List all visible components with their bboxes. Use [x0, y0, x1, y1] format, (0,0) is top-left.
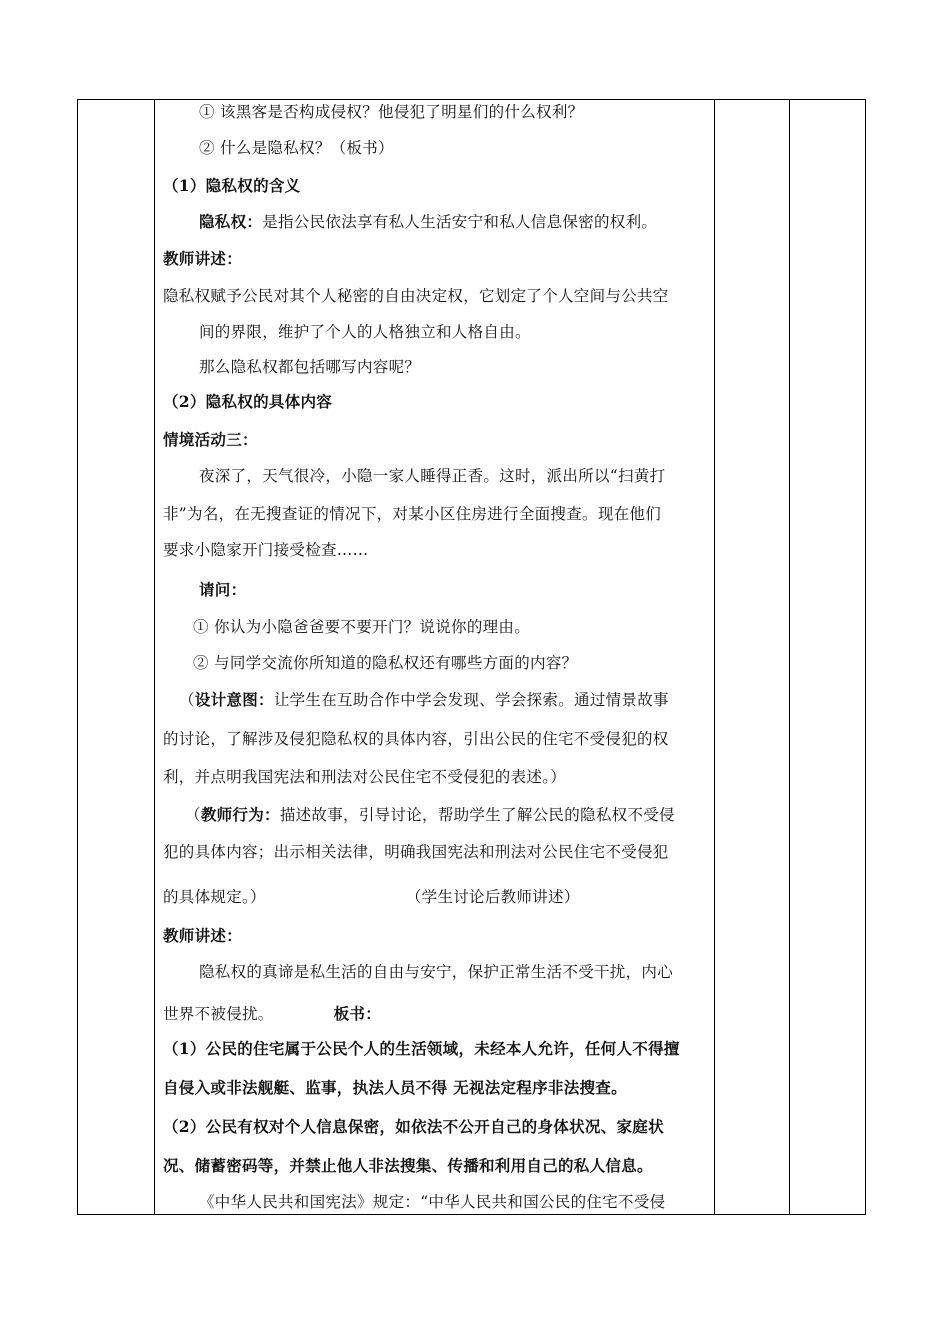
discussion-note: （学生讨论后教师讲述）: [405, 888, 580, 906]
board-point: 自侵入或非法舰艇、监事，执法人员不得 无视法定程序非法搜查。: [163, 1078, 627, 1097]
definition-line: [155, 212, 835, 232]
paragraph-line: 的讨论，了解涉及侵犯隐私权的具体内容，引出公民的住宅不受侵犯的权: [163, 730, 669, 748]
board-point: （1）公民的住宅属于公民个人的生活领域，未经本人允许，任何人不得擅: [163, 1039, 680, 1058]
law-quote-line: 《中华人民共和国宪法》规定：“中华人民共和国公民的住宅不受侵: [199, 1193, 666, 1211]
section-heading: （1）隐私权的含义: [163, 176, 301, 195]
section-heading: （2）隐私权的具体内容: [163, 392, 333, 411]
question-heading: 请问：: [199, 580, 247, 599]
teacher-action-label: 教师行为：: [200, 805, 280, 824]
teacher-action-line: （教师行为：描述故事，引导讨论，帮助学生了解公民的隐私权不受侵: [185, 805, 675, 824]
paragraph-line: 隐私权赋予公民对其个人秘密的自由决定权，它划定了个人空间与公共空: [163, 287, 669, 305]
teacher-heading: 教师讲述：: [163, 926, 243, 945]
board-point: （2）公民有权对个人信息保密，如依法不公开自己的身体状况、家庭状: [163, 1117, 664, 1136]
activity-heading: 情境活动三：: [163, 430, 258, 449]
question-line: ① 你认为小隐爸爸要不要开门？说说你的理由。: [193, 618, 531, 636]
story-line: 非”为名，在无搜查证的情况下，对某小区住房进行全面搜查。现在他们: [163, 505, 662, 523]
lesson-table: [77, 99, 866, 1215]
design-intent-label: 设计意图：: [194, 690, 274, 709]
paragraph-line: 犯的具体内容；出示相关法律，明确我国宪法和刑法对公民住宅不受侵犯: [163, 843, 669, 861]
paragraph-line: 世界不被侵扰。 板书：: [163, 1004, 382, 1023]
main-content-cell: [155, 100, 791, 1214]
definition-term: 隐私权：: [199, 212, 263, 231]
definition-text: 是指公民依法享有私人生活安宁和私人信息保密的权利。: [262, 213, 658, 231]
paragraph-line: 利，并点明我国宪法和刑法对公民住宅不受侵犯的表述。）: [163, 768, 567, 786]
story-line: 夜深了，天气很冷，小隐一家人睡得正香。这时，派出所以“扫黄打: [199, 467, 666, 485]
story-line: 要求小隐家开门接受检查……: [163, 541, 369, 559]
board-point: 况、储蓄密码等，并禁止他人非法搜集、传播和利用自己的私人信息。: [163, 1156, 653, 1175]
paragraph-line: 的具体规定。） （学生讨论后教师讲述）: [163, 888, 580, 906]
design-intent-line: （设计意图：让学生在互助合作中学会发现、学会探索。通过情景故事: [179, 690, 669, 709]
board-label: 板书：: [333, 1004, 382, 1023]
teacher-heading: 教师讲述：: [163, 249, 243, 268]
question-line: ① 该黑客是否构成侵权？他侵犯了明星们的什么权利？: [199, 103, 584, 121]
question-line: ② 与同学交流你所知道的隐私权还有哪些方面的内容？: [193, 654, 578, 672]
question-line: ② 什么是隐私权？（板书）: [199, 139, 394, 157]
paragraph-line: 那么隐私权都包括哪写内容呢？: [199, 358, 421, 376]
paragraph-line: 隐私权的真谛是私生活的自由与安宁，保护正常生活不受干扰，内心: [199, 963, 674, 981]
paragraph-line: 间的界限，维护了个人的人格独立和人格自由。: [199, 323, 531, 341]
